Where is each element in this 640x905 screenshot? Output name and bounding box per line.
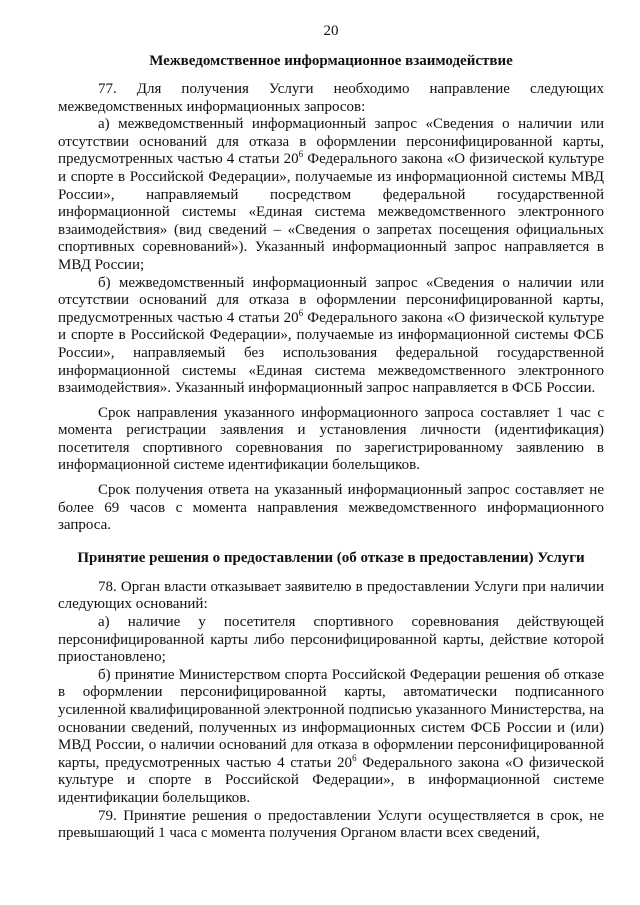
page-number: 20 — [323, 23, 339, 39]
paragraph-78b-text-start: б) принятие Министерством спорта Российской Федерации решения об отказе в оформлении персонифицированной карты, автоматически подписанного усиленной квалифицированной электронной подписью указанного Министерства, на основании сведений, полученных из информационных систем ФСБ России и (или) МВД России, о наличии оснований для отказа в оформлении персонифицированной карты, предусмотренных частью 4 статьи 20 — [58, 666, 604, 771]
paragraph-77b — [58, 275, 604, 398]
paragraph-77a — [58, 116, 604, 274]
paragraph-78b — [58, 667, 604, 808]
section-title-interagency: Межведомственное информационное взаимодействие — [149, 53, 513, 69]
superscript-6: 6 — [352, 752, 357, 763]
paragraph-request-term: Срок направления указанного информационного запроса составляет 1 час с момента регистрации заявления и установления личности (идентификация) посетителя спортивного соревнования по зарегистрированному заявлению в информационной системе идентификации болельщиков. — [58, 404, 604, 474]
superscript-6: 6 — [298, 149, 304, 160]
section-title-decision: Принятие решения о предоставлении (об отказе в предоставлении) Услуги — [77, 549, 585, 566]
paragraph-77a-text-end: Федерального закона «О физической культуре и спорте в Российской Федерации», получаемые из информационной системы МВД России», направляемый посредством федеральной государственной информационной системы «Единая система межведомственного электронного взаимодействия» (вид сведений – «Сведения о запретах посещения официальных спортивных соревнований»). Указанный информационный запрос направляется в МВД России; — [58, 151, 604, 273]
paragraph-78a: а) наличие у посетителя спортивного соревнования действующей персонифицированной карты либо персонифицированной карты, действие которой приостановлено; — [58, 614, 604, 666]
paragraph-77b-text-start: б) межведомственный информационный запрос «Сведения о наличии или отсутствии оснований для отказа в оформлении персонифицированной карты, предусмотренных частью 4 статьи 20 — [58, 274, 604, 326]
paragraph-77: 77. Для получения Услуги необходимо направление следующих межведомственных информационных запросов: — [58, 81, 604, 115]
paragraph-79: 79. Принятие решения о предоставлении Услуги осуществляется в срок, не превышающий 1 часа с момента получения Органом власти всех сведений, — [58, 807, 604, 842]
paragraph-77a-text-start: а) межведомственный информационный запрос «Сведения о наличии или отсутствии оснований для отказа в оформлении персонифицированной карты, предусмотренных частью 4 статьи 20 — [58, 116, 604, 168]
paragraph-response-term: Срок получения ответа на указанный информационный запрос составляет не более 69 часов с момента направления межведомственного информационного запроса. — [58, 482, 604, 534]
document-page — [58, 22, 604, 843]
paragraph-77b-text-end: Федерального закона «О физической культуре и спорте в Российской Федерации», получаемые из информационной системы ФСБ России», направляемый без использования федеральной государственной информационной системы «Единая система межведомственного электронного взаимодействия». Указанный информационный запрос направляется в ФСБ России. — [58, 309, 604, 397]
paragraph-78: 78. Орган власти отказывает заявителю в предоставлении Услуги при наличии следующих оснований: — [58, 578, 604, 613]
paragraph-78b-text-end: Федерального закона «О физической культуре и спорте в Российской Федерации», в информационной системе идентификации болельщиков. — [58, 754, 604, 806]
superscript-6: 6 — [298, 307, 304, 318]
